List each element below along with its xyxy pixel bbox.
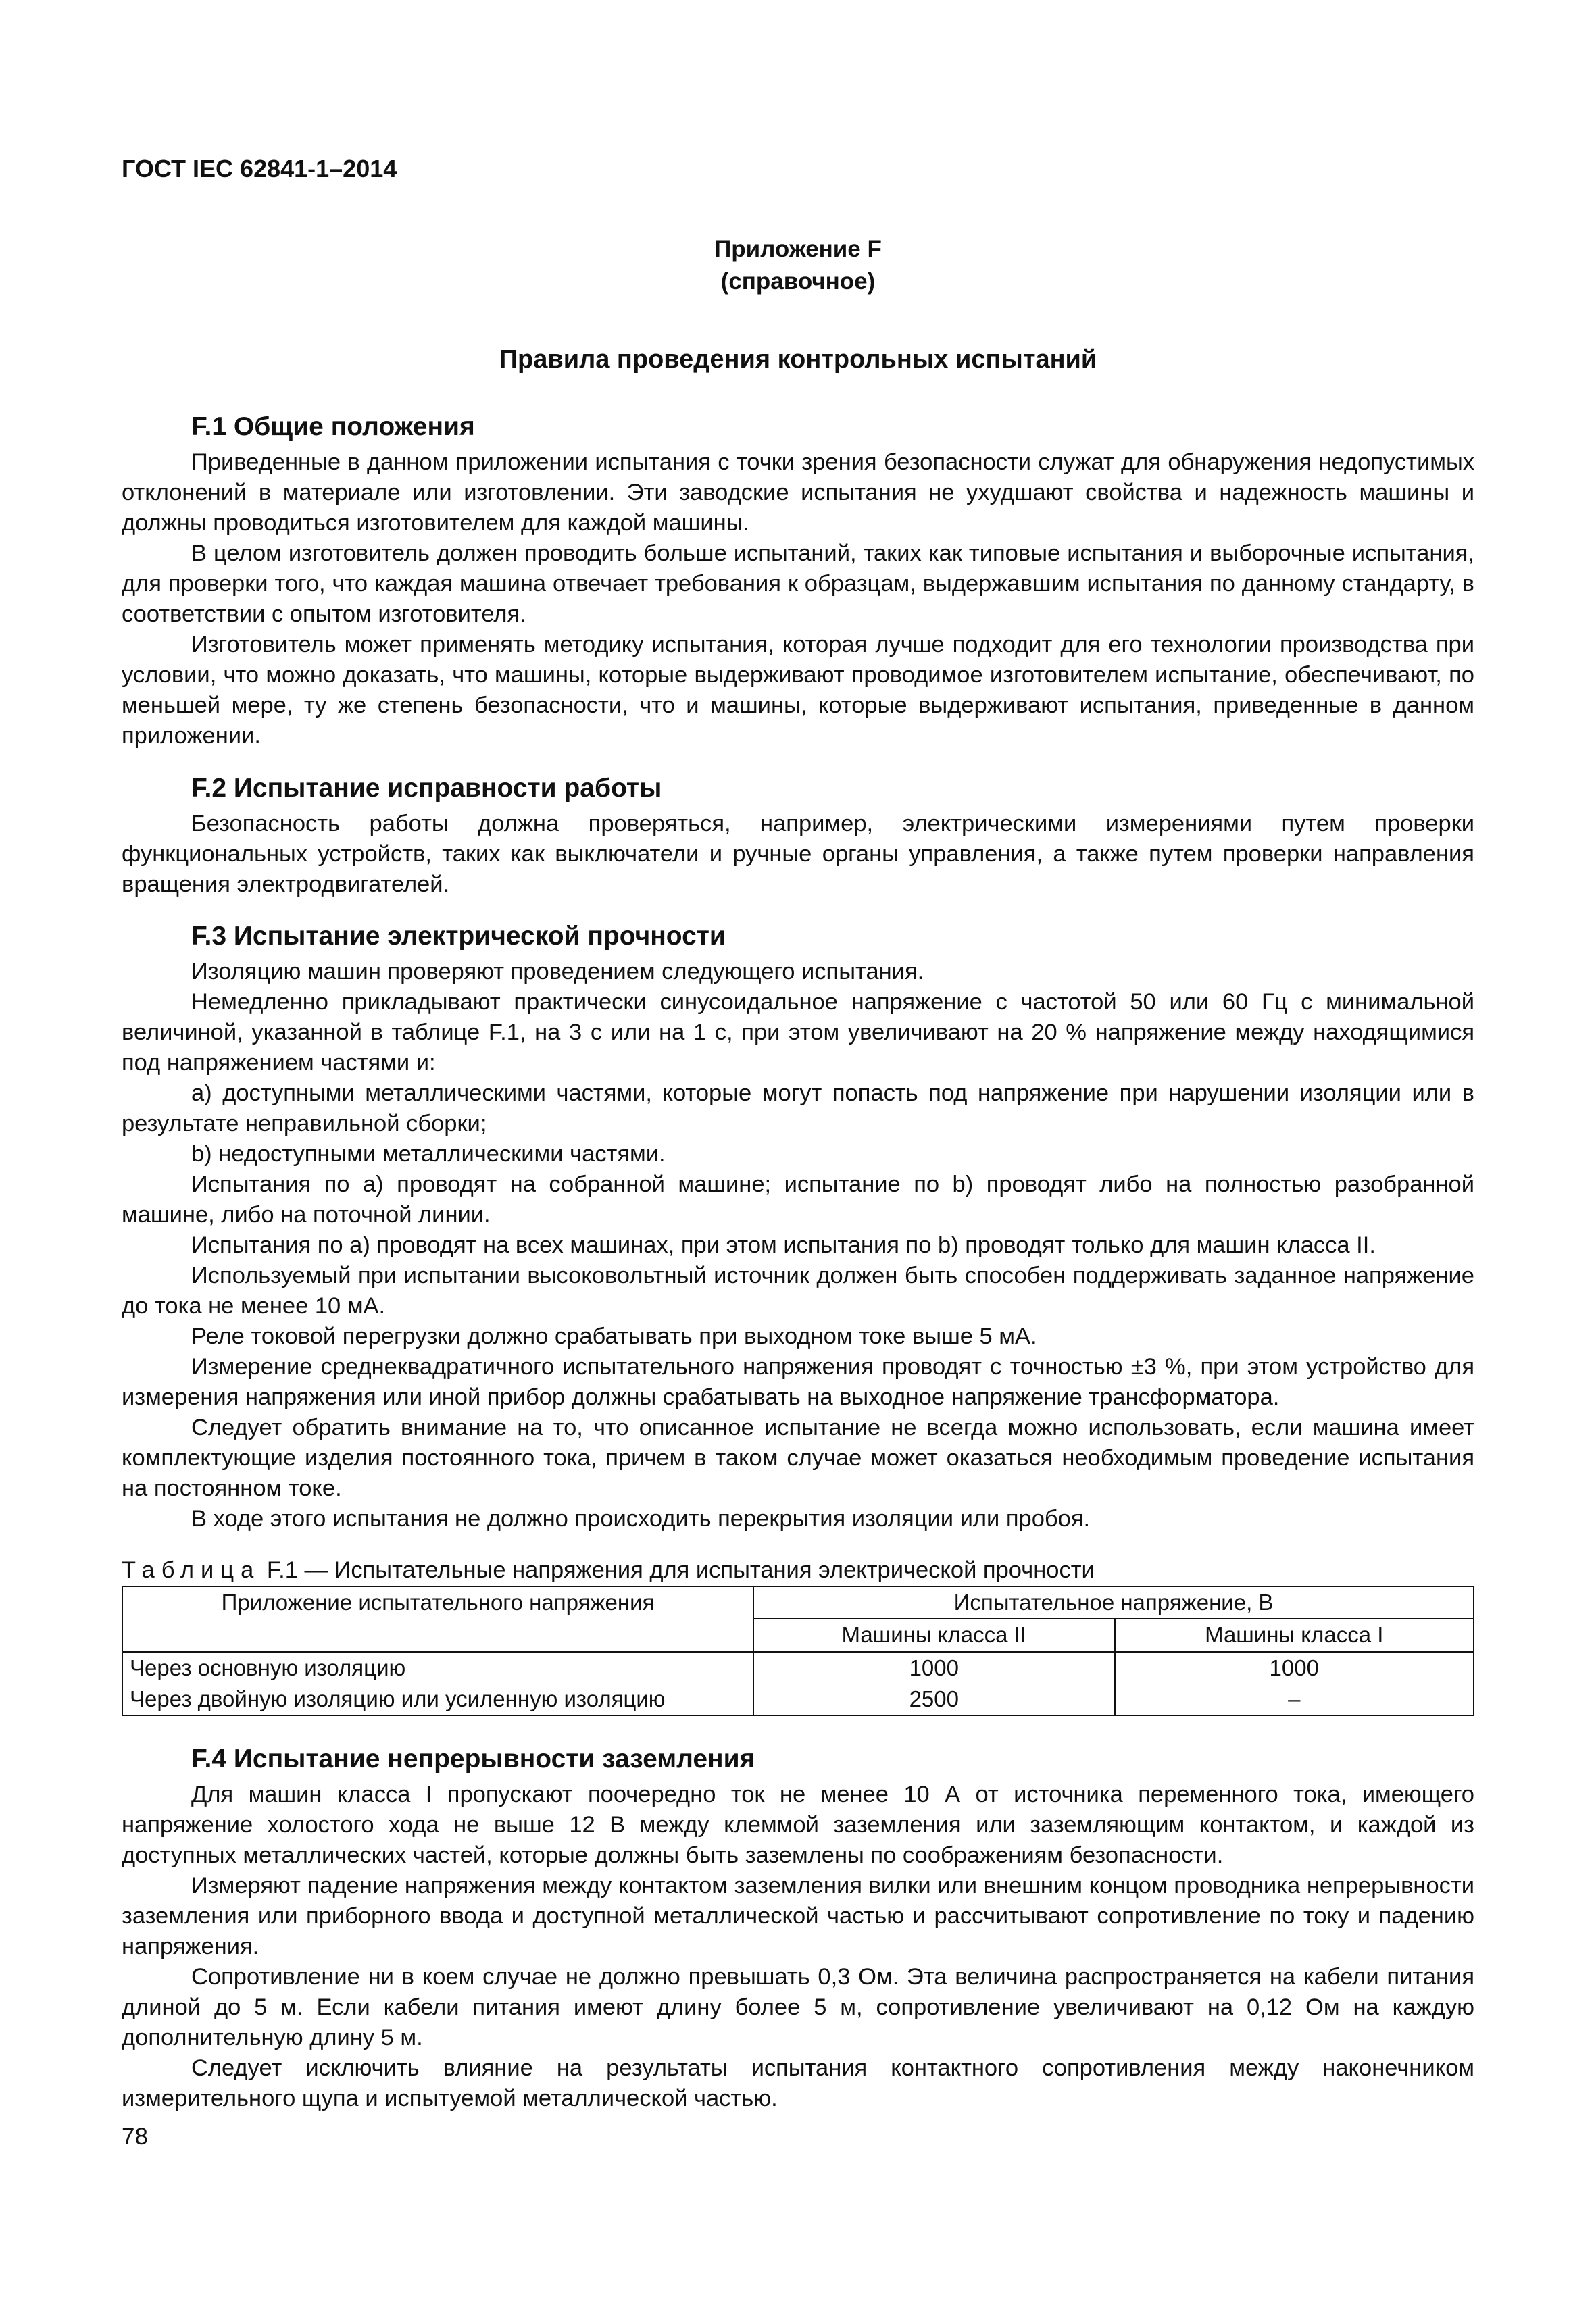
paragraph: Следует обратить внимание на то, что описанное испытание не всегда можно использовать, если машина имеет комплектующие изделия постоянного тока, причем в таком случае может оказаться необходимым проведение испытания на постоянном токе. (122, 1415, 1474, 1501)
paragraph: Изготовитель может применять методику испытания, которая лучше подходит для его технологии производства при условии, что можно доказать, что машины, которые выдерживают проводимое изготовителем испытание, обеспечивают, по меньшей мере, ту же степень безопасности, что и машины, которые выдерживают испытания, приведенные в данном приложении. (122, 632, 1474, 749)
paragraph: Испытания по a) проводят на всех машинах, при этом испытания по b) проводят только для машин класса II. (191, 1232, 1376, 1258)
paragraph: Для машин класса I пропускают поочередно ток не менее 10 А от источника переменного тока, имеющего напряжение холостого хода не выше 12 В между клеммой заземления или заземляющим контактом, и каждой из доступных металлических частей, которые должны быть заземлены по соображениям безопасности. (122, 1782, 1474, 1868)
list-item-b: b) недоступными металлическими частями. (191, 1141, 666, 1167)
appendix-heading: Правила проведения контрольных испытаний (499, 345, 1097, 374)
table-row (122, 1684, 1474, 1715)
table-cell-class1: – (1115, 1684, 1474, 1715)
table-header-class1: Машины класса I (1115, 1619, 1474, 1652)
page-number: 78 (122, 2123, 148, 2150)
section-f2 (122, 772, 1474, 900)
table-caption (122, 1555, 1474, 1586)
paragraph: Сопротивление ни в коем случае не должно превышать 0,3 Ом. Эта величина распространяется на кабели питания длиной до 5 м. Если кабели питания имеют длину более 5 м, сопротивление увеличивают на 0,12 Ом на каждую дополнительную длину 5 м. (122, 1964, 1474, 2051)
voltage-table (122, 1586, 1474, 1716)
paragraph: Приведенные в данном приложении испытания с точки зрения безопасности служат для обнаружения недопустимых отклонений в материале или изготовлении. Эти заводские испытания не ухудшают свойства и надежность машины и должны проводиться изготовителем для каждой машины. (122, 449, 1474, 536)
table-f1-block (122, 1555, 1474, 1716)
table-header-class2: Машины класса II (753, 1619, 1114, 1652)
section-f3 (122, 920, 1474, 1534)
table-cell-label: Через двойную изоляцию или усиленную изоляцию (122, 1684, 753, 1715)
section-title: F.2 Испытание исправности работы (191, 774, 662, 803)
paragraph: Следует исключить влияние на результаты испытания контактного сопротивления между наконечником измерительного щупа и испытуемой металлической частью. (122, 2055, 1474, 2111)
table-header-voltage: Испытательное напряжение, В (753, 1586, 1474, 1619)
table-cell-label: Через основную изоляцию (122, 1652, 753, 1684)
paragraph: Немедленно прикладывают практически синусоидальное напряжение с частотой 50 или 60 Гц с минимальной величиной, указанной в таблице F.1, на 3 с или на 1 с, при этом увеличивают на 20 % напряжение между находящимися под напряжением частями и: (122, 989, 1474, 1076)
table-cell-class2: 2500 (753, 1684, 1114, 1715)
paragraph: Изоляцию машин проверяют проведением следующего испытания. (191, 959, 924, 984)
paragraph: Измерение среднеквадратичного испытательного напряжения проводят с точностью ±3 %, при этом устройство для измерения напряжения или иной прибор должны срабатывать на выходное напряжение трансформатора. (122, 1354, 1474, 1410)
appendix-kind: (справочное) (720, 268, 876, 295)
section-title: F.1 Общие положения (191, 412, 475, 441)
section-title: F.3 Испытание электрической прочности (191, 922, 726, 951)
appendix-title: Приложение F (714, 236, 882, 262)
table-row (122, 1652, 1474, 1684)
table-cell-class1: 1000 (1115, 1652, 1474, 1684)
paragraph: Испытания по a) проводят на собранной машине; испытание по b) проводят либо на полностью разобранной машине, либо на поточной линии. (122, 1172, 1474, 1228)
paragraph: Используемый при испытании высоковольтный источник должен быть способен поддерживать заданное напряжение до тока не менее 10 мА. (122, 1263, 1474, 1319)
section-f1 (122, 411, 1474, 751)
section-f4 (122, 1743, 1474, 2114)
table-header-application: Приложение испытательного напряжения (122, 1586, 753, 1652)
paragraph: Безопасность работы должна проверяться, например, электрическими измерениями путем проверки функциональных устройств, таких как выключатели и ручные органы управления, а также путем проверки направления вращения электродвигателей. (122, 811, 1474, 897)
table-caption-word: Таблица (122, 1557, 261, 1583)
list-item-a: a) доступными металлическими частями, которые могут попасть под напряжение при нарушении изоляции или в результате неправильной сборки; (122, 1080, 1474, 1136)
table-caption-text: F.1 — Испытательные напряжения для испытания электрической прочности (260, 1557, 1095, 1583)
table-cell-class2: 1000 (753, 1652, 1114, 1684)
paragraph: Измеряют падение напряжения между контактом заземления вилки или внешним концом проводника непрерывности заземления или приборного ввода и доступной металлической частью и рассчитывают сопротивление по току и падению напряжения. (122, 1873, 1474, 1959)
paragraph: В ходе этого испытания не должно происходить перекрытия изоляции или пробоя. (191, 1506, 1091, 1532)
section-title: F.4 Испытание непрерывности заземления (191, 1744, 755, 1774)
standard-header: ГОСТ IEC 62841-1–2014 (122, 155, 397, 182)
paragraph: В целом изготовитель должен проводить больше испытаний, таких как типовые испытания и выборочные испытания, для проверки того, что каждая машина отвечает требования к образцам, выдержавшим испытания по данному стандарту, в соответствии с опытом изготовителя. (122, 540, 1474, 627)
paragraph: Реле токовой перегрузки должно срабатывать при выходном токе выше 5 мА. (191, 1324, 1037, 1349)
